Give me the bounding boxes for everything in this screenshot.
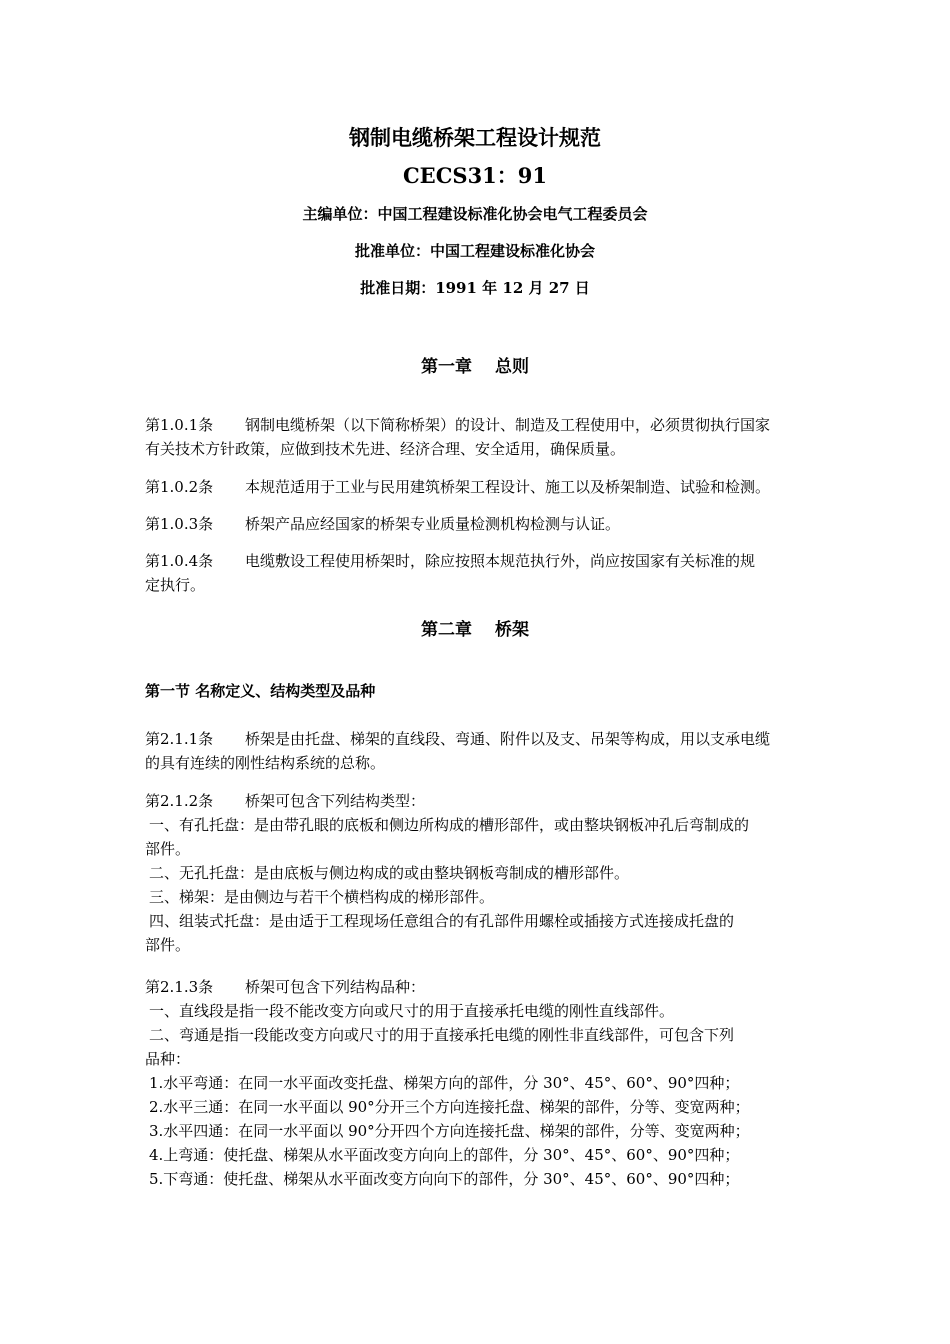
article-text-continued: 的具有连续的刚性结构系统的总称。 [145, 754, 386, 772]
article-text: 钢制电缆桥架（以下简称桥架）的设计、制造及工程使用中，必须贯彻执行国家 [245, 416, 771, 434]
article-number: 第1.0.2条 [145, 478, 214, 496]
sub-list-item: 5.下弯通：使托盘、梯架从水平面改变方向向下的部件，分 30°、45°、60°、90°四种； [149, 1170, 740, 1188]
article-1-0-4 [145, 549, 825, 597]
article-number: 第1.0.1条 [145, 416, 214, 434]
list-item-continued: 品种： [145, 1050, 191, 1068]
list-item: 三、梯架：是由侧边与若干个横档构成的梯形部件。 [149, 888, 495, 906]
editor-unit: 主编单位：中国工程建设标准化协会电气工程委员会 [302, 205, 648, 223]
article-1-0-3 [145, 512, 825, 536]
list-item: 一、有孔托盘：是由带孔眼的底板和侧边所构成的槽形部件，或由整块钢板冲孔后弯制成的 [149, 816, 750, 834]
article-2-1-3 [145, 975, 825, 1191]
sub-list-item: 2.水平三通：在同一水平面以 90°分开三个方向连接托盘、梯架的部件，分等、变宽两种； [149, 1098, 750, 1116]
list-item: 二、弯通是指一段能改变方向或尺寸的用于直接承托电缆的刚性非直线部件，可包含下列 [149, 1026, 735, 1044]
article-text-continued: 定执行。 [145, 576, 206, 594]
article-number: 第1.0.4条 [145, 552, 214, 570]
article-text: 桥架可包含下列结构类型： [245, 792, 426, 810]
list-item: 二、无孔托盘：是由底板与侧边构成的或由整块钢板弯制成的槽形部件。 [149, 864, 630, 882]
article-text: 桥架可包含下列结构品种： [245, 978, 426, 996]
article-text: 电缆敷设工程使用桥架时，除应按照本规范执行外，尚应按国家有关标准的规 [245, 552, 756, 570]
article-number: 第2.1.2条 [145, 792, 214, 810]
list-item-continued: 部件。 [145, 936, 191, 954]
article-number: 第2.1.3条 [145, 978, 214, 996]
chapter-2-title: 第二章 桥架 [421, 620, 529, 640]
list-item: 四、组装式托盘：是由适于工程现场任意组合的有孔部件用螺栓或插接方式连接成托盘的 [149, 912, 735, 930]
standard-code: CECS31：91 [402, 163, 548, 188]
list-item-continued: 部件。 [145, 840, 191, 858]
article-2-1-1 [145, 727, 825, 775]
article-1-0-1 [145, 413, 825, 461]
article-text: 桥架是由托盘、梯架的直线段、弯通、附件以及支、吊架等构成，用以支承电缆 [245, 730, 771, 748]
sub-list-item: 4.上弯通：使托盘、梯架从水平面改变方向向上的部件，分 30°、45°、60°、90°四种； [149, 1146, 740, 1164]
section-1-title: 第一节 名称定义、结构类型及品种 [145, 682, 376, 700]
approval-date: 批准日期：1991 年 12 月 27 日 [360, 279, 590, 297]
article-number: 第1.0.3条 [145, 515, 214, 533]
article-text-continued: 有关技术方针政策，应做到技术先进、经济合理、安全适用，确保质量。 [145, 440, 626, 458]
article-text: 桥架产品应经国家的桥架专业质量检测机构检测与认证。 [245, 515, 621, 533]
sub-list-item: 1.水平弯通：在同一水平面改变托盘、梯架方向的部件，分 30°、45°、60°、90°四种； [149, 1074, 740, 1092]
document-title: 钢制电缆桥架工程设计规范 [349, 125, 601, 150]
approval-unit: 批准单位：中国工程建设标准化协会 [354, 242, 595, 260]
sub-list-item: 3.水平四通：在同一水平面以 90°分开四个方向连接托盘、梯架的部件，分等、变宽两种； [149, 1122, 750, 1140]
article-text: 本规范适用于工业与民用建筑桥架工程设计、施工以及桥架制造、试验和检测。 [245, 478, 771, 496]
article-number: 第2.1.1条 [145, 730, 214, 748]
article-2-1-2 [145, 789, 825, 957]
list-item: 一、直线段是指一段不能改变方向或尺寸的用于直接承托电缆的刚性直线部件。 [149, 1002, 675, 1020]
article-1-0-2 [145, 475, 825, 499]
chapter-1-title: 第一章 总则 [421, 357, 529, 377]
